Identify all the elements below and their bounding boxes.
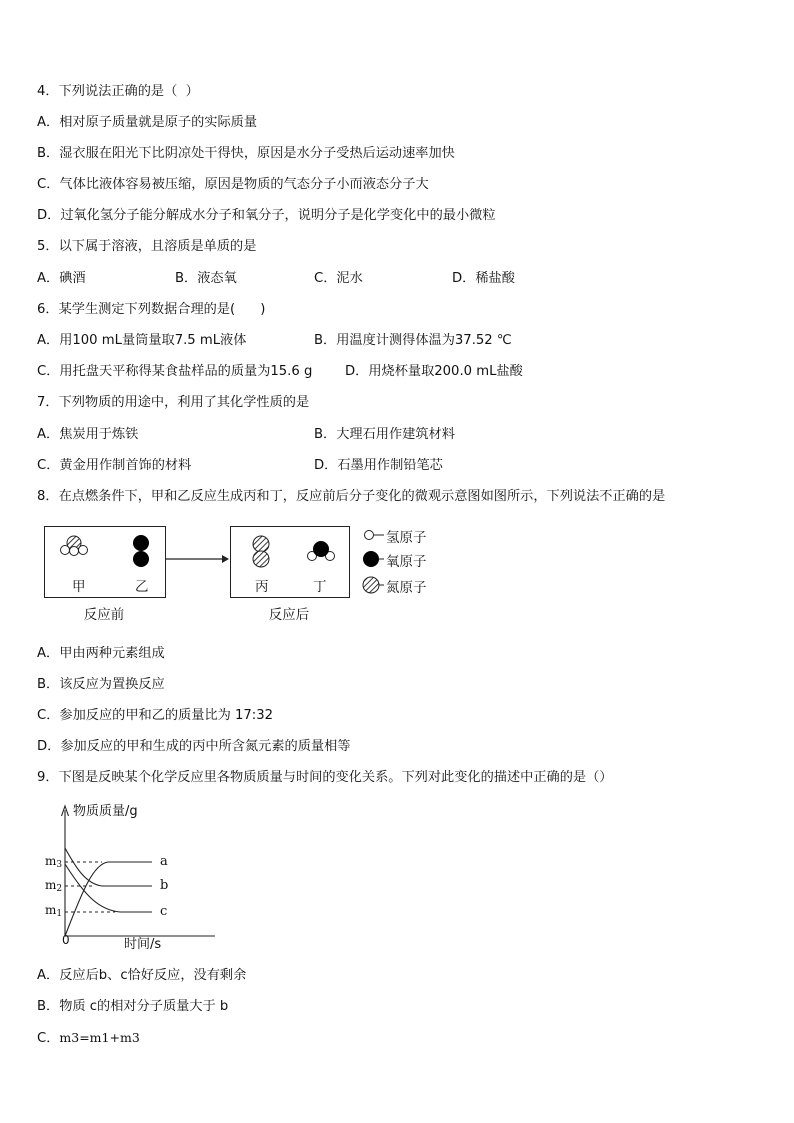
caption-after: 反应后	[268, 607, 310, 623]
legend-nitrogen: 氮原子	[386, 580, 427, 596]
water-molecule	[308, 541, 335, 561]
oxygen-molecule	[133, 535, 149, 567]
q5-option-a: A．碘酒	[37, 271, 86, 286]
label-ding: 丁	[313, 579, 327, 595]
q4-option-a: A．相对原子质量就是原子的实际质量	[37, 115, 258, 130]
q4-option-b: B．湿衣服在阳光下比阴凉处干得快，原因是水分子受热后运动速率加快	[37, 146, 455, 161]
q5-option-d: D．稀盐酸	[452, 271, 515, 286]
q5-stem: 5．以下属于溶液，且溶质是单质的是	[37, 239, 257, 254]
reaction-arrow	[166, 552, 230, 566]
q6-option-c: C．用托盘天平称得某食盐样品的质量为15.6 g	[37, 364, 313, 379]
curve-label-a: a	[160, 854, 168, 869]
q4-option-c: C．气体比液体容易被压缩，原因是物质的气态分子小而液态分子大	[37, 177, 429, 192]
q9-option-a: A．反应后b、c恰好反应，没有剩余	[37, 968, 247, 983]
after-reaction-box	[230, 526, 350, 598]
legend-oxygen: 氧原子	[386, 554, 427, 570]
product-molecules	[231, 527, 349, 597]
tick-m1: $m_1$	[45, 903, 63, 919]
oxygen-atom-icon	[363, 551, 384, 567]
q5-option-b: B．液态氧	[175, 271, 237, 286]
q9-option-b: B．物质 c的相对分子质量大于 b	[37, 999, 229, 1014]
q7-option-c: C．黄金用作制首饰的材料	[37, 458, 192, 473]
label-jia: 甲	[72, 579, 86, 595]
q7-option-a: A．焦炭用于炼铁	[37, 427, 139, 442]
graph-origin: 0	[62, 933, 70, 947]
tick-m3: $m_3$	[45, 854, 63, 870]
q8-stem: 8．在点燃条件下，甲和乙反应生成丙和丁，反应前后分子变化的微观示意图如图所示，下列说法不正确的是	[37, 489, 666, 504]
q9-option-c-expr: m3=m1+m3	[59, 1030, 140, 1045]
q8-option-a: A．甲由两种元素组成	[37, 646, 165, 661]
q6-option-d: D．用烧杯量取200.0 mL盐酸	[345, 364, 523, 379]
q8-option-c: C．参加反应的甲和乙的质量比为 17:32	[37, 708, 274, 723]
before-reaction-box	[44, 526, 166, 598]
label-bing: 丙	[255, 579, 269, 595]
q6-option-b: B．用温度计测得体温为37.52 ℃	[314, 333, 512, 348]
q9-stem: 9．下图是反映某个化学反应里各物质质量与时间的变化关系。下列对此变化的描述中正确的是（）	[37, 770, 613, 785]
q4-stem: 4．下列说法正确的是（ ）	[37, 84, 199, 99]
label-yi: 乙	[135, 579, 149, 595]
q6-stem: 6．某学生测定下列数据合理的是( )	[37, 302, 266, 317]
q8-option-d: D．参加反应的甲和生成的丙中所含氮元素的质量相等	[37, 739, 351, 754]
q5-option-c: C．泥水	[314, 271, 363, 286]
q7-option-d: D．石墨用作制铅笔芯	[314, 458, 443, 473]
q8-option-b: B．该反应为置换反应	[37, 677, 165, 692]
q9-option-c-prefix: C．	[37, 1031, 60, 1046]
curve-label-c: c	[160, 904, 168, 919]
nitrogen-atom-icon	[363, 577, 384, 593]
graph-x-label: 时间/s	[124, 937, 162, 952]
ammonia-molecule	[61, 536, 88, 556]
q7-stem: 7．下列物质的用途中，利用了其化学性质的是	[37, 395, 310, 410]
caption-before: 反应前	[83, 607, 125, 623]
legend-hydrogen: 氢原子	[386, 530, 427, 546]
q9-mass-time-graph	[40, 798, 220, 950]
q9-option-c	[37, 1029, 140, 1048]
q6-option-a: A．用100 mL量筒量取7.5 mL液体	[37, 333, 247, 348]
tick-m2: $m_2$	[45, 878, 63, 894]
q4-option-d: D．过氧化氢分子能分解成水分子和氧分子，说明分子是化学变化中的最小微粒	[37, 208, 496, 223]
nitrogen-molecule	[253, 536, 269, 567]
hydrogen-atom-icon	[365, 531, 385, 540]
curve-label-b: b	[160, 878, 169, 893]
graph-y-label: 物质质量/g	[73, 804, 138, 819]
graph-axes-and-curves	[40, 798, 220, 950]
q7-option-b: B．大理石用作建筑材料	[314, 427, 455, 442]
